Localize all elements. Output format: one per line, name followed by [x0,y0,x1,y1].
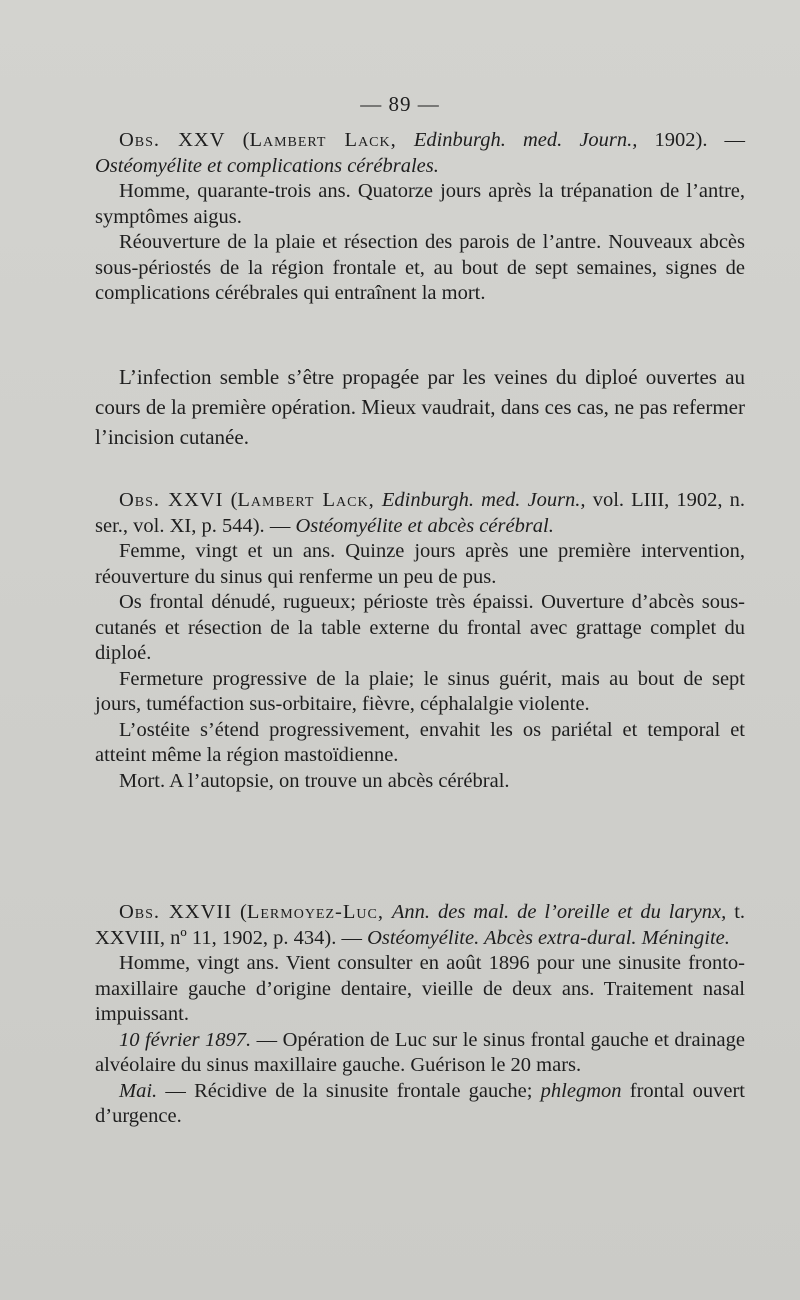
citation-journal: Edinburgh. med. Journ., [381,489,586,511]
date-dash: — [165,1079,186,1102]
header-dash: — [341,926,362,949]
paragraph: Homme, vingt ans. Vient consulter en août 1896 pour une sinusite fronto-maxillaire gauche d’origine dentaire, vieille de deux ans. Traitement nasal impuissant. [95,952,745,1025]
observation-header [95,128,745,179]
observation-label: Obs. XXVII [119,901,233,923]
paragraph: L’infection semble s’être propagée par les veines du diploé ouvertes au cours de la première opération. Mieux vaudrait, dans ces cas, ne pas refermer l’incision cutanée. [95,365,745,449]
paren-open: ( [230,489,238,511]
paren-open: ( [242,129,250,151]
observation-header [95,900,745,951]
citation-journal: Edinburgh. med. Journ., [413,129,638,151]
observation-27 [95,900,745,1130]
paragraph: Femme, vingt et un ans. Quinze jours après une première intervention, réouverture du sinus qui renferme un peu de pus. [95,540,745,588]
paragraph-text: Récidive de la sinusite frontale gauche; [194,1079,533,1102]
date-label: Mai. [119,1079,158,1102]
paragraph: L’ostéite s’étend progressivement, envahit les os pariétal et temporal et atteint même la région mastoïdienne. [95,718,745,766]
paragraph: Réouverture de la plaie et résection des parois de l’antre. Nouveaux abcès sous-périostés de la région frontale et, au bout de sept semaines, signes de complications cérébrales qui entraînent la mort. [95,231,745,304]
observation-title: Ostéomyélite. Abcès extra-dural. Méningite. [367,926,730,949]
observation-label: Obs. XXVI [119,489,224,511]
emphasis-text: phlegmon [540,1079,622,1102]
paragraph [95,1028,745,1079]
paragraph [95,1079,745,1130]
observation-25 [95,128,745,307]
observation-title: Ostéomyélite et abcès cérébral. [295,514,554,537]
observation-title: Ostéomyélite et complications cérébrales. [95,154,439,177]
citation-year: 1902). [654,129,708,151]
citation-reference: t. XXVIII, nº 11, 1902, p. 434). [95,901,746,949]
page-number: — 89 — [360,92,440,116]
paragraph-text: Opération de Luc sur le sinus frontal gauche et drainage alvéolaire du sinus maxillaire gauche. Guérison le 20 mars. [95,1028,746,1076]
citation-author: Lambert Lack, [249,129,397,151]
paragraph: Homme, quarante-trois ans. Quatorze jours après la trépanation de l’antre, symptômes aigus. [95,180,745,228]
citation-author: Lermoyez-Luc, [246,901,384,923]
observation-header [95,488,745,539]
paren-open: ( [240,901,247,923]
paragraph: Mort. A l’autopsie, on trouve un abcès cérébral. [119,769,510,792]
citation-reference: vol. LIII, 1902, n. ser., vol. XI, p. 544). [95,489,746,537]
paragraph: Os frontal dénudé, rugueux; périoste très épaissi. Ouverture d’abcès sous-cutanés et résection de la table externe du frontal avec grattage complet du diploé. [95,591,745,664]
citation-author: Lambert Lack, [237,489,375,511]
date-label: 10 février 1897. [119,1028,252,1051]
citation-journal: Ann. des mal. de l’oreille et du larynx, [391,901,727,923]
paragraph: Fermeture progressive de la plaie; le sinus guérit, mais au bout de sept jours, tuméfaction sus-orbitaire, fièvre, céphalalgie violente. [95,667,745,715]
observation-26 [95,488,745,794]
paragraph-text: frontal ouvert d’urgence. [95,1079,745,1127]
header-dash: — [724,129,746,151]
observation-label: Obs. XXV [119,129,226,151]
date-dash: — [256,1028,278,1051]
header-dash: — [269,514,291,537]
commentary [95,362,745,452]
